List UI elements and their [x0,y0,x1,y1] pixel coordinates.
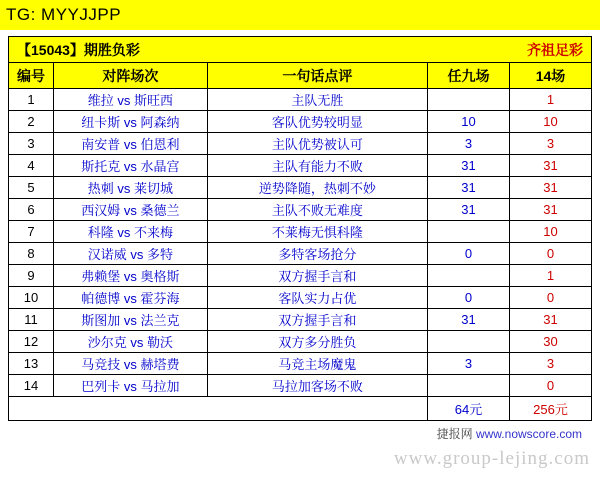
table-row [9,133,592,155]
cell-r9: 31 [428,155,510,177]
cell-no: 8 [9,243,54,265]
cell-comment: 双方握手言和 [207,309,427,331]
cell-match: 维拉 vs 斯旺西 [54,89,208,111]
cell-comment: 主队不败无难度 [207,199,427,221]
cell-r14: 30 [510,331,592,353]
forecast-table [8,62,592,421]
cell-r14: 3 [510,353,592,375]
footer-blank [9,397,428,421]
cell-match: 帕德博 vs 霍芬海 [54,287,208,309]
cell-match: 马竞技 vs 赫塔费 [54,353,208,375]
cell-match: 南安普 vs 伯恩利 [54,133,208,155]
header-r9: 任九场 [428,63,510,89]
lottery-sheet [0,36,600,442]
header-match: 对阵场次 [54,63,208,89]
cell-comment: 主队有能力不败 [207,155,427,177]
source-link[interactable]: www.nowscore.com [475,427,582,441]
cell-comment: 客队实力占优 [207,287,427,309]
table-row [9,221,592,243]
source-credit [8,421,592,442]
table-row [9,89,592,111]
cell-r9 [428,331,510,353]
cell-no: 13 [9,353,54,375]
cell-r14: 1 [510,265,592,287]
table-footer-row [9,397,592,421]
cell-no: 9 [9,265,54,287]
cell-comment: 马竞主场魔鬼 [207,353,427,375]
cell-match: 斯托克 vs 水晶宫 [54,155,208,177]
table-row [9,111,592,133]
cell-no: 1 [9,89,54,111]
issue-title: 【15043】期胜负彩 [17,41,140,58]
table-row [9,353,592,375]
table-row [9,199,592,221]
cell-no: 6 [9,199,54,221]
cell-comment: 不莱梅无惧科隆 [207,221,427,243]
cell-comment: 马拉加客场不败 [207,375,427,397]
cell-no: 14 [9,375,54,397]
table-header-row [9,63,592,89]
cell-match: 西汉姆 vs 桑德兰 [54,199,208,221]
watermark-text: www.group-lejing.com [393,448,590,469]
cell-match: 热刺 vs 莱切城 [54,177,208,199]
cell-r9: 0 [428,287,510,309]
table-row [9,243,592,265]
cell-match: 巴列卡 vs 马拉加 [54,375,208,397]
cell-no: 4 [9,155,54,177]
cell-comment: 双方多分胜负 [207,331,427,353]
cell-no: 10 [9,287,54,309]
cell-r14: 31 [510,309,592,331]
cell-comment: 多特客场抢分 [207,243,427,265]
cell-no: 12 [9,331,54,353]
cell-no: 2 [9,111,54,133]
cell-r14: 0 [510,375,592,397]
cell-match: 纽卡斯 vs 阿森纳 [54,111,208,133]
cell-r14: 0 [510,287,592,309]
cell-r14: 3 [510,133,592,155]
table-row [9,331,592,353]
table-row [9,375,592,397]
footer-total-r9: 64元 [428,397,510,421]
cell-match: 斯图加 vs 法兰克 [54,309,208,331]
footer-total-r14: 256元 [510,397,592,421]
table-row [9,287,592,309]
cell-r14: 0 [510,243,592,265]
cell-no: 5 [9,177,54,199]
cell-r9: 10 [428,111,510,133]
cell-r9: 3 [428,353,510,375]
cell-r9 [428,265,510,287]
top-banner [0,0,600,30]
header-r14: 14场 [510,63,592,89]
cell-r9 [428,375,510,397]
table-row [9,155,592,177]
cell-match: 科隆 vs 不来梅 [54,221,208,243]
cell-r9 [428,89,510,111]
cell-comment: 双方握手言和 [207,265,427,287]
cell-match: 沙尔克 vs 勒沃 [54,331,208,353]
cell-r9: 31 [428,199,510,221]
cell-r14: 1 [510,89,592,111]
header-no: 编号 [9,63,54,89]
author-title: 齐祖足彩 [527,41,583,58]
source-name: 捷报网 [436,427,473,441]
table-row [9,309,592,331]
cell-match: 汉诺威 vs 多特 [54,243,208,265]
cell-comment: 主队优势被认可 [207,133,427,155]
cell-comment: 逆势降随，热刺不妙 [207,177,427,199]
cell-r9 [428,221,510,243]
cell-r9: 3 [428,133,510,155]
cell-r9: 0 [428,243,510,265]
cell-r14: 31 [510,199,592,221]
cell-comment: 客队优势较明显 [207,111,427,133]
cell-no: 3 [9,133,54,155]
cell-comment: 主队无胜 [207,89,427,111]
tg-handle-text: TG: MYYJJPP [6,5,122,24]
table-row [9,177,592,199]
cell-r14: 31 [510,177,592,199]
header-comment: 一句话点评 [207,63,427,89]
cell-r14: 10 [510,111,592,133]
cell-r9: 31 [428,177,510,199]
sheet-title-row [8,36,592,62]
table-row [9,265,592,287]
cell-r9: 31 [428,309,510,331]
cell-no: 7 [9,221,54,243]
cell-match: 弗赖堡 vs 奥格斯 [54,265,208,287]
cell-no: 11 [9,309,54,331]
cell-r14: 31 [510,155,592,177]
cell-r14: 10 [510,221,592,243]
